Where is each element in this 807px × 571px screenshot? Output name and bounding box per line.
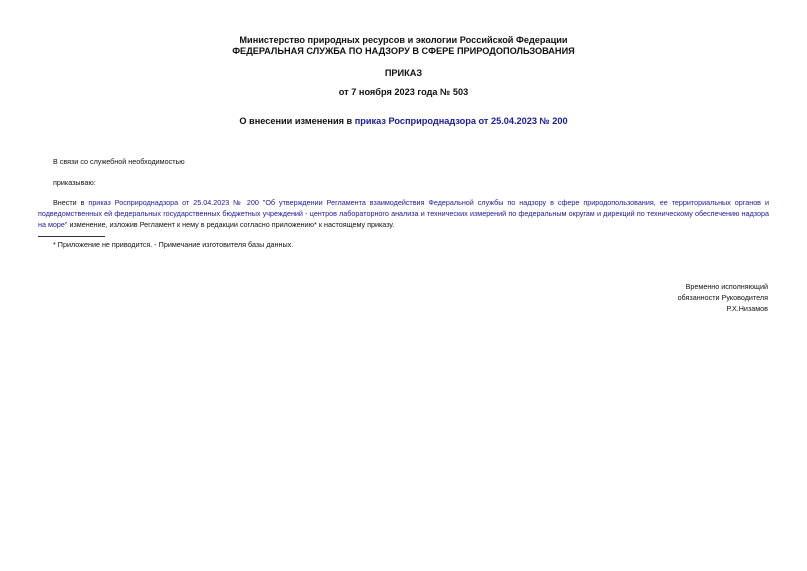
- document-date-number: от 7 ноября 2023 года № 503: [338, 87, 469, 97]
- signature-position-line-1: Временно исполняющий: [685, 282, 768, 291]
- document-title: [0, 116, 807, 127]
- signature-position-line-2: обязанности Руководителя: [677, 293, 768, 302]
- order-link-part-3[interactable]: на море": [38, 220, 68, 229]
- main-paragraph-prefix: Внести в: [53, 198, 89, 207]
- footnote-divider: [38, 236, 105, 237]
- footnote: * Приложение не приводится. - Примечание изготовителя базы данных.: [53, 240, 294, 249]
- main-paragraph-line-3: [38, 219, 769, 231]
- document-title-prefix: О внесении изменения в: [239, 116, 355, 126]
- title-order-link[interactable]: приказ Росприроднадзора от 25.04.2023 № 200: [354, 116, 568, 126]
- order-link-part-1[interactable]: приказ Росприроднадзора от 25.04.2023 № 200 "Об утверждении Регламента взаимодействия Федеральной службы по надзору в сфере природопользования, ее территориальных органов и: [88, 198, 769, 207]
- reason-paragraph: В связи со служебной необходимостью: [53, 157, 185, 166]
- document-type: ПРИКАЗ: [384, 68, 423, 78]
- ministry-name: Министерство природных ресурсов и экологии Российской Федерации: [239, 35, 568, 45]
- order-word: приказываю:: [53, 178, 96, 187]
- signature-name: Р.Х.Низамов: [726, 304, 768, 313]
- main-paragraph-line-2: [38, 208, 769, 220]
- service-name: ФЕДЕРАЛЬНАЯ СЛУЖБА ПО НАДЗОРУ В СФЕРЕ ПРИРОДОПОЛЬЗОВАНИЯ: [232, 46, 575, 56]
- order-link-part-2[interactable]: подведомственных ей федеральных государственных бюджетных учреждений - центров лабораторного анализа и технических измерений по федеральным округам и дирекций по техническому обеспечению надзора: [38, 209, 769, 218]
- main-paragraph-line-1: [38, 197, 769, 209]
- main-paragraph-suffix: изменение, изложив Регламент к нему в редакции согласно приложению* к настоящему приказу.: [67, 220, 395, 229]
